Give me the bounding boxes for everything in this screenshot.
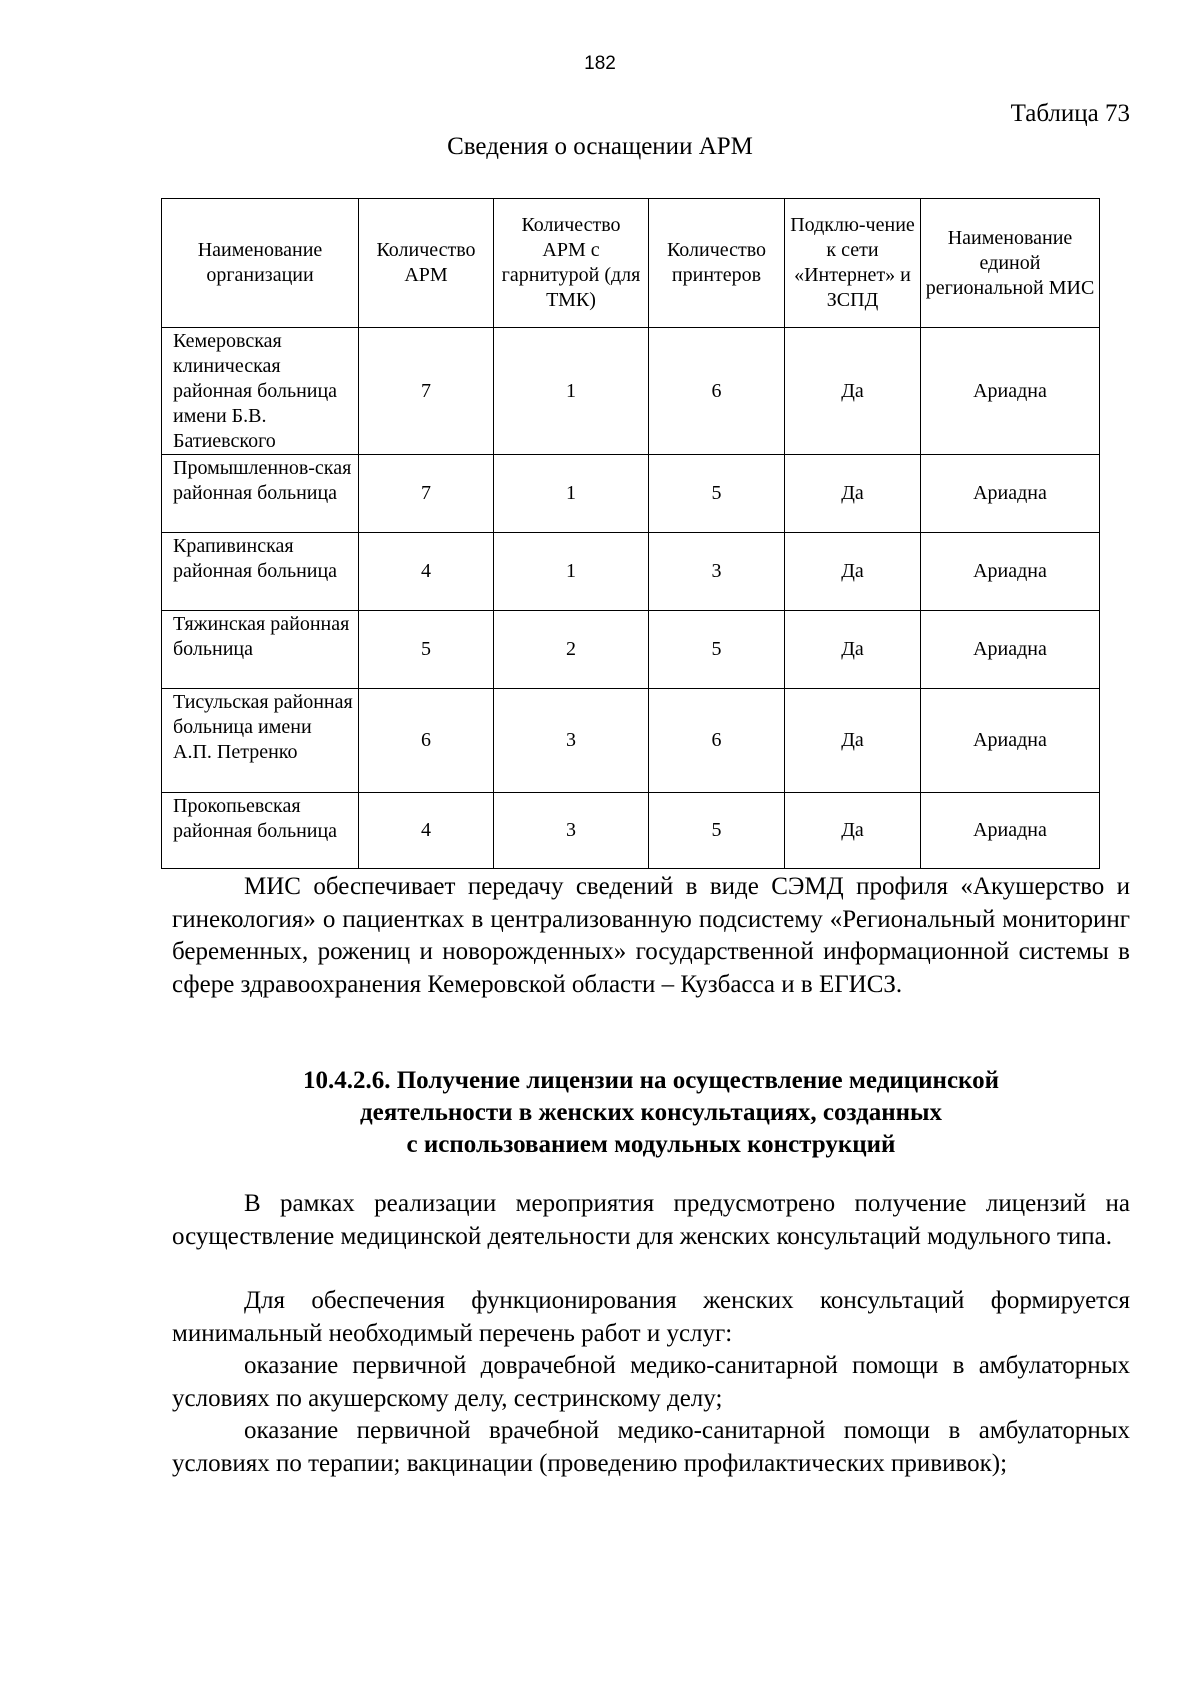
cell-arm-headset: 3: [494, 689, 649, 793]
cell-org: Промышленнов-ская районная больница: [162, 455, 359, 533]
cell-printers: 6: [649, 328, 785, 455]
table-label: Таблица 73: [1010, 100, 1130, 127]
cell-arm: 7: [359, 328, 494, 455]
cell-mis: Ариадна: [921, 533, 1100, 611]
mis-paragraph: МИС обеспечивает передачу сведений в виде СЭМД профиля «Акушерство и гинекология» о пациентках в централизованную подсистему «Региональный мониторинг беременных, рожениц и новорожденных» государственной информационной системы в сфере здравоохранения Кемеровской области – Кузбасса и в ЕГИСЗ.: [172, 873, 1130, 998]
section-heading: [172, 1065, 1130, 1161]
section-heading-line: деятельности в женских консультациях, созданных: [359, 1099, 943, 1126]
table-row: [162, 533, 1100, 611]
cell-org: Прокопьевская районная больница: [162, 793, 359, 869]
equipment-table: [161, 198, 1100, 869]
service-item-prehospital: оказание первичной доврачебной медико-санитарной помощи в амбулаторных условиях по акушерскому делу, сестринскому делу;: [172, 1352, 1130, 1412]
cell-printers: 3: [649, 533, 785, 611]
cell-mis: Ариадна: [921, 793, 1100, 869]
cell-arm: 6: [359, 689, 494, 793]
table-header-row: [162, 199, 1100, 328]
cell-arm-headset: 2: [494, 611, 649, 689]
cell-arm: 4: [359, 533, 494, 611]
cell-arm-headset: 3: [494, 793, 649, 869]
cell-internet: Да: [785, 689, 921, 793]
table-row: [162, 455, 1100, 533]
cell-mis: Ариадна: [921, 689, 1100, 793]
page-number: 182: [584, 53, 616, 74]
cell-mis: Ариадна: [921, 328, 1100, 455]
cell-arm: 5: [359, 611, 494, 689]
table-row: [162, 328, 1100, 455]
header-internet-connection: Подклю-чение к сети «Интернет» и ЗСПД: [785, 199, 921, 328]
table-row: [162, 611, 1100, 689]
services-intro-paragraph: Для обеспечения функционирования женских консультаций формируется минимальный необходимый перечень работ и услуг:: [172, 1287, 1130, 1347]
section-heading-line: с использованием модульных конструкций: [406, 1131, 896, 1158]
cell-mis: Ариадна: [921, 455, 1100, 533]
header-org-name: Наименование организации: [162, 199, 359, 328]
header-arm-count: Количество АРМ: [359, 199, 494, 328]
header-printer-count: Количество принтеров: [649, 199, 785, 328]
cell-mis: Ариадна: [921, 611, 1100, 689]
license-paragraph: В рамках реализации мероприятия предусмотрено получение лицензий на осуществление медицинской деятельности для женских консультаций модульного типа.: [172, 1190, 1130, 1250]
cell-internet: Да: [785, 328, 921, 455]
cell-org: Тяжинская районная больница: [162, 611, 359, 689]
header-regional-mis: Наименование единой региональной МИС: [921, 199, 1100, 328]
cell-internet: Да: [785, 455, 921, 533]
cell-printers: 5: [649, 455, 785, 533]
cell-internet: Да: [785, 611, 921, 689]
cell-org: Тисульская районная больница имени А.П. Петренко: [162, 689, 359, 793]
section-heading-line: 10.4.2.6. Получение лицензии на осуществление медицинской: [302, 1067, 1000, 1094]
service-item-medical: оказание первичной врачебной медико-санитарной помощи в амбулаторных условиях по терапии; вакцинации (проведению профилактических прививок);: [172, 1417, 1130, 1477]
cell-arm: 4: [359, 793, 494, 869]
cell-arm: 7: [359, 455, 494, 533]
cell-printers: 5: [649, 611, 785, 689]
table-row: [162, 689, 1100, 793]
cell-org: Крапивинская районная больница: [162, 533, 359, 611]
cell-arm-headset: 1: [494, 533, 649, 611]
cell-printers: 6: [649, 689, 785, 793]
cell-printers: 5: [649, 793, 785, 869]
table-title: Сведения о оснащении АРМ: [447, 133, 753, 160]
cell-internet: Да: [785, 793, 921, 869]
cell-arm-headset: 1: [494, 455, 649, 533]
cell-org: Кемеровская клиническая районная больница имени Б.В. Батиевского: [162, 328, 359, 455]
cell-arm-headset: 1: [494, 328, 649, 455]
header-arm-headset-count: Количество АРМ с гарнитурой (для ТМК): [494, 199, 649, 328]
table-row: [162, 793, 1100, 869]
cell-internet: Да: [785, 533, 921, 611]
